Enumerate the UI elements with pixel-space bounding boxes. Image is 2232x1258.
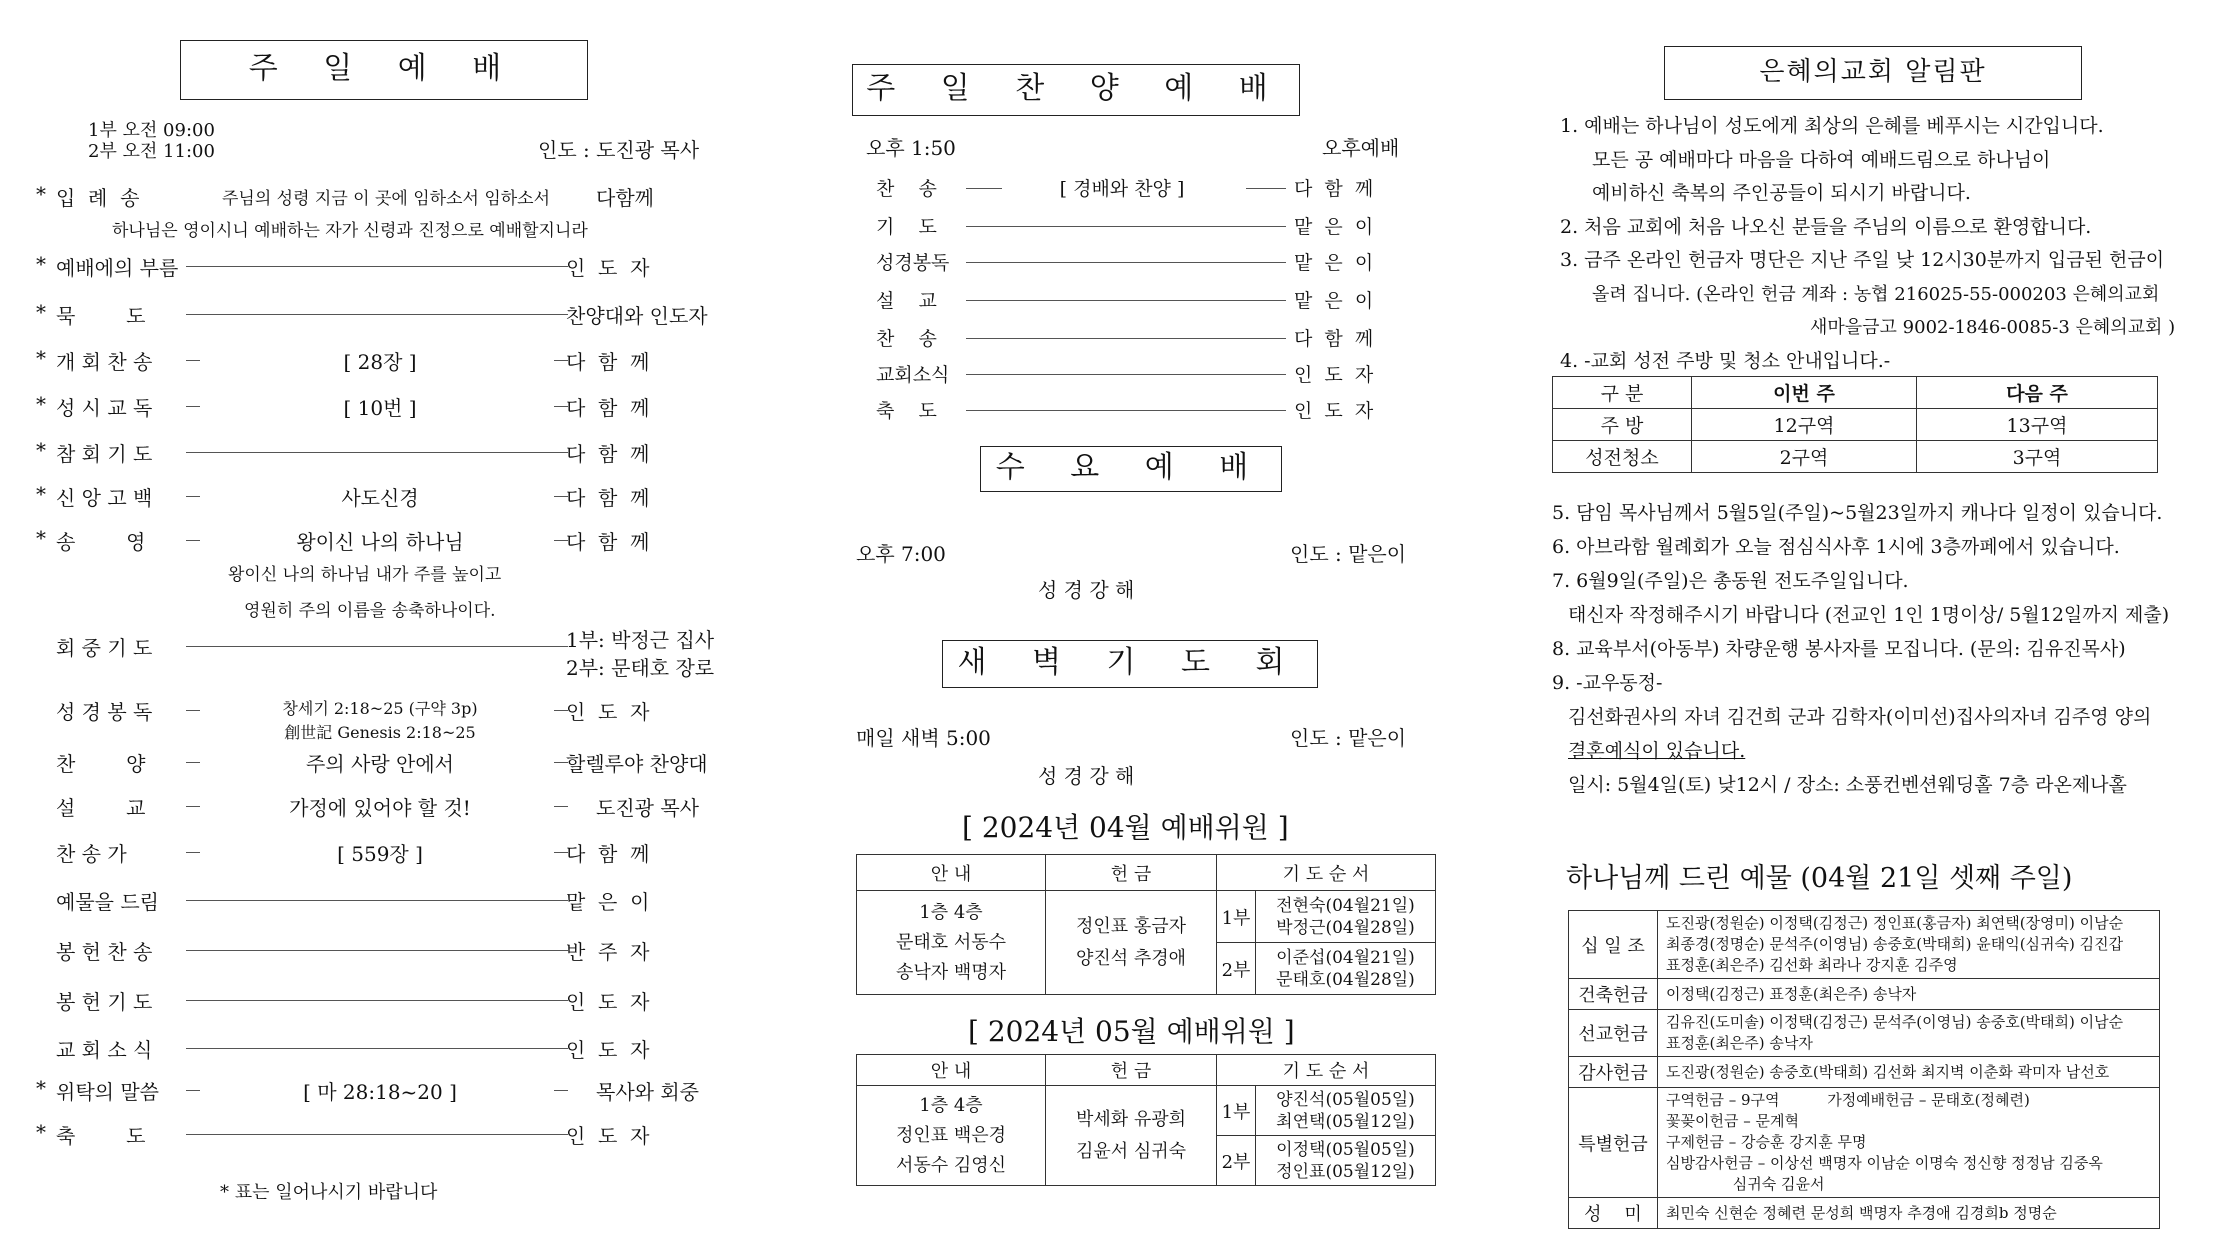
order-right: 목사와 회중: [596, 1080, 699, 1104]
header-offering: 헌 금: [1046, 855, 1217, 891]
wednesday-time: 오후 7:00: [856, 542, 946, 566]
offering-row: [1569, 1010, 2160, 1057]
praise-right: 맡 은 이: [1294, 290, 1374, 312]
leader-line: [186, 540, 200, 541]
order-item: 개 회 찬 송: [56, 350, 153, 374]
leader-line: [186, 762, 200, 763]
offering-kind: 십 일 조: [1569, 911, 1658, 979]
praise-item: 찬 송: [876, 178, 937, 200]
offering-kind: 감사헌금: [1569, 1057, 1658, 1088]
praise-item: 설 교: [876, 290, 937, 312]
notice-line: 결혼예식이 있습니다.: [1568, 740, 1746, 762]
order-item: 성 시 교 독: [56, 396, 153, 420]
praise-item: 교회소식: [876, 364, 950, 386]
order-mark: *: [36, 1120, 46, 1144]
bulletin-board-title: 은혜의교회 알림판: [1664, 46, 2082, 100]
praise-right: 다 함 께: [1294, 328, 1374, 350]
dawn-content: 성 경 강 해: [1038, 764, 1135, 788]
notice-line: 8. 교육부서(아동부) 차량운행 봉사자를 모집니다. (문의: 김유진목사): [1552, 638, 2126, 660]
leader-line: [966, 226, 1286, 227]
leader-line: [186, 900, 568, 901]
order-item: 예배에의 부름: [56, 256, 179, 280]
clean-cell: 12구역: [1692, 409, 1917, 441]
praise-item: 기 도: [876, 216, 937, 238]
clean-cell: 주 방: [1553, 409, 1692, 441]
dawn-time: 매일 새벽 5:00: [856, 726, 991, 750]
order-item: 위탁의 말씀: [56, 1080, 159, 1104]
notice-line: 김선화권사의 자녀 김건희 군과 김학자(이미선)집사의자녀 김주영 양의: [1568, 706, 2152, 728]
notice-line: 태신자 작정해주시기 바랍니다 (전교인 1인 1명이상/ 5월12일까지 제출): [1568, 604, 2170, 626]
offering-row: [1569, 979, 2160, 1010]
offering-kind: 건축헌금: [1569, 979, 1658, 1010]
offering-name-line: 도진광(정원순) 이정택(김정근) 정인표(홍금자) 최연택(장영미) 이남순: [1666, 914, 2124, 932]
order-item: 찬 송 가: [56, 842, 127, 866]
notice-line: 2. 처음 교회에 처음 나오신 분들을 주님의 이름으로 환영합니다.: [1560, 215, 2092, 238]
order-right: 다함께: [596, 186, 654, 210]
order-item: 송 영: [56, 530, 146, 554]
praise-right: 다 함 께: [1294, 178, 1374, 200]
order-mark: *: [36, 482, 46, 506]
praise-type: 오후예배: [1322, 136, 1400, 160]
leader-line: [186, 710, 200, 711]
offering-names: [1658, 1198, 2160, 1229]
offering-list-title: 하나님께 드린 예물 (04월 21일 셋째 주일): [1566, 863, 2073, 894]
offering-name-line: 도진광(정원순) 송중호(박태희) 김선화 최지벽 이춘화 곽미자 남선호: [1666, 1062, 2110, 1081]
order-sub: 왕이신 나의 하나님 내가 주를 높이고: [228, 565, 502, 585]
cleaning-table: [1552, 376, 2158, 473]
part-label: 1부: [1217, 1086, 1256, 1136]
offering-cell: 정인표 홍금자 양진석 추경애: [1046, 891, 1217, 995]
order-center: 가정에 있어야 할 것!: [289, 796, 471, 820]
notice-line: 일시: 5월4일(토) 낮12시 / 장소: 소풍컨벤션웨딩홀 7층 라온제나홀: [1568, 774, 2127, 796]
order-mark: *: [36, 392, 46, 416]
order-item: 축 도: [56, 1124, 146, 1148]
praise-right: 인 도 자: [1294, 400, 1374, 422]
leader-line: [186, 406, 200, 407]
sunday-worship-title: 주 일 예 배: [180, 40, 588, 100]
offering-names: [1658, 979, 2160, 1010]
praise-right: 맡 은 이: [1294, 252, 1374, 274]
order-item: 교 회 소 식: [56, 1038, 153, 1062]
order-item: 예물을 드림: [56, 890, 159, 914]
offering-kind: 성 미: [1569, 1198, 1658, 1229]
notice-line: 3. 금주 온라인 헌금자 명단은 지난 주일 낮 12시30분까지 입금된 헌금이: [1560, 249, 2165, 271]
guide-cell: 1층 4층 문태호 서동수 송낙자 백명자: [857, 891, 1046, 995]
order-mark: *: [36, 346, 46, 370]
order-right: 할렐루야 찬양대: [566, 752, 708, 776]
may-committee-title: [ 2024년 05월 예배위원 ]: [968, 1015, 1295, 1048]
header-prayer: 기 도 순 서: [1217, 855, 1436, 891]
offering-row: [1569, 1088, 2160, 1198]
order-right: 인 도 자: [566, 1124, 650, 1148]
order-center: 창세기 2:18~25 (구약 3p): [282, 699, 478, 718]
notice-line: 6. 아브라함 월례회가 오늘 점심식사후 1시에 3층까페에서 있습니다.: [1552, 536, 2120, 558]
order-right: 다 함 께: [566, 842, 650, 866]
praise-worship-title: 주 일 찬 양 예 배: [852, 64, 1300, 116]
order-right: 1부: 박정근 집사: [566, 628, 715, 652]
leader-line: [186, 1000, 568, 1001]
order-right: 인 도 자: [566, 256, 650, 280]
praise-center: [ 경배와 찬양 ]: [1059, 178, 1185, 200]
offering-name-line: 구제헌금 – 강승훈 강지훈 무명: [1666, 1133, 1867, 1151]
order-right: 반 주 자: [566, 940, 650, 964]
dawn-prayer-title: 새 벽 기 도 회: [942, 640, 1318, 688]
service-time-1: 1부 오전 09:00: [88, 120, 215, 141]
order-center: 사도신경: [341, 486, 419, 510]
notice-line: 9. -교우동정-: [1552, 672, 1663, 694]
footnote: * 표는 일어나시기 바랍니다: [220, 1182, 438, 1203]
offering-row: [1569, 911, 2160, 979]
praise-time: 오후 1:50: [866, 136, 956, 160]
order-mark: *: [36, 300, 46, 324]
order-mark: *: [36, 252, 46, 276]
leader-line: [186, 852, 200, 853]
order-right: 맡 은 이: [566, 890, 650, 914]
praise-right: 인 도 자: [1294, 364, 1374, 386]
clean-header: 이번 주: [1692, 377, 1917, 409]
offering-name-line: 꽃꽂이헌금 – 문계혁: [1666, 1112, 1799, 1130]
leader-line: [186, 1048, 568, 1049]
order-center: [ 마 28:18~20 ]: [303, 1080, 457, 1104]
offering-names: [1658, 1010, 2160, 1057]
order-right-2: 2부: 문태호 장로: [566, 656, 715, 680]
leader-line: [186, 1090, 200, 1091]
leader-line: [966, 300, 1286, 301]
offering-name-line: 표정훈(최은주) 송낙자: [1666, 1034, 1813, 1052]
part-label: 1부: [1217, 891, 1256, 943]
wednesday-worship-title: 수 요 예 배: [980, 446, 1282, 492]
notice-line: 7. 6월9일(주일)은 총동원 전도주일입니다.: [1552, 570, 1909, 592]
order-item: 설 교: [56, 796, 146, 820]
clean-header: 구 분: [1553, 377, 1692, 409]
order-mark: *: [36, 1076, 46, 1100]
offering-name-line: 김유진(도미솔) 이정택(김정근) 문석주(이영님) 송중호(박태희) 이남순: [1666, 1013, 2124, 1031]
wednesday-content: 성 경 강 해: [1038, 578, 1135, 602]
leader-line: [186, 452, 568, 453]
notice-line: 새마을금고 9002-1846-0085-3 은혜의교회 ): [1810, 317, 2176, 338]
offering-name-line: 표정훈(최은주) 김선화 최라나 강지훈 김주영: [1666, 956, 1958, 974]
offering-row: [1569, 1198, 2160, 1229]
leader-line: [966, 262, 1286, 263]
order-item: 찬 양: [56, 752, 146, 776]
notice-line: 올려 집니다. (온라인 헌금 계좌 : 농협 216025-55-000203 은혜의교회: [1592, 283, 2160, 305]
clean-cell: 13구역: [1917, 409, 2158, 441]
offering-row: [1569, 1057, 2160, 1088]
header-guide: 안 내: [857, 855, 1046, 891]
april-committee-table: [856, 854, 1436, 995]
order-item: 신 앙 고 백: [56, 486, 153, 510]
order-mark: *: [36, 182, 46, 206]
order-right: 인 도 자: [566, 990, 650, 1014]
leader-line: [186, 1134, 568, 1135]
order-item: 참 회 기 도: [56, 442, 153, 466]
part-label: 2부: [1217, 943, 1256, 995]
order-item: 회 중 기 도: [56, 636, 153, 660]
prayer-names: 이준섭(04월21일) 문태호(04월28일): [1256, 943, 1436, 995]
notice-line: 모든 공 예배마다 마음을 다하여 예배드림으로 하나님이: [1592, 148, 2051, 171]
offering-name-line: 심귀숙 김윤서: [1666, 1175, 1825, 1193]
offering-name-line: 심방감사헌금 – 이상선 백명자 이남순 이명숙 정신향 정정남 김중옥: [1666, 1154, 2103, 1172]
order-item: 성 경 봉 독: [56, 700, 153, 724]
praise-right: 맡 은 이: [1294, 216, 1374, 238]
clean-cell: 성전청소: [1553, 441, 1692, 473]
order-right: 다 함 께: [566, 396, 650, 420]
worship-leader: 인도 : 도진광 목사: [538, 138, 700, 162]
order-center: [ 28장 ]: [343, 350, 417, 374]
prayer-names: 전현숙(04월21일) 박정근(04월28일): [1256, 891, 1436, 943]
order-center: [ 10번 ]: [343, 396, 417, 420]
clean-cell: 2구역: [1692, 441, 1917, 473]
order-center: 주님의 성령 지금 이 곳에 임하소서 임하소서: [222, 189, 551, 209]
wednesday-leader: 인도 : 맡은이: [1290, 542, 1407, 566]
offering-name-line: 최민숙 신현순 정혜련 문성희 백명자 추경애 김경희b 정명순: [1666, 1203, 2057, 1222]
notices-part2: [1552, 496, 2222, 802]
order-mark: *: [36, 526, 46, 550]
offering-names: [1658, 1088, 2160, 1198]
leader-line: [966, 374, 1286, 375]
order-right: 다 함 께: [566, 350, 650, 374]
order-right: 다 함 께: [566, 486, 650, 510]
leader-line: [186, 496, 200, 497]
notice-line: 예비하신 축복의 주인공들이 되시기 바랍니다.: [1592, 182, 1971, 204]
leader-line: [966, 338, 1286, 339]
leader-line: [186, 950, 568, 951]
notice-line: 4. -교회 성전 주방 및 청소 안내입니다.-: [1560, 349, 1891, 372]
leader-line: [186, 646, 568, 647]
offering-name-line: 최종경(정명순) 문석주(이영님) 송중호(박태희) 윤태익(심귀숙) 김진갑: [1666, 935, 2124, 953]
header-guide: 안 내: [857, 1055, 1046, 1086]
leader-line: [1246, 188, 1286, 189]
order-item: 봉 헌 기 도: [56, 990, 153, 1014]
guide-cell: 1층 4층 정인표 백은경 서동수 김영신: [857, 1086, 1046, 1186]
order-right: 도진광 목사: [596, 796, 699, 820]
part-label: 2부: [1217, 1136, 1256, 1186]
offering-table: [1568, 910, 2160, 1229]
leader-line: [554, 806, 568, 807]
order-item: 봉 헌 찬 송: [56, 940, 153, 964]
offering-cell: 박세화 유광희 김윤서 심귀숙: [1046, 1086, 1217, 1186]
order-item: 묵 도: [56, 304, 146, 328]
offering-names: [1658, 911, 2160, 979]
clean-header: 다음 주: [1917, 377, 2158, 409]
clean-cell: 3구역: [1917, 441, 2158, 473]
header-offering: 헌 금: [1046, 1055, 1217, 1086]
order-mark: *: [36, 438, 46, 462]
april-committee-title: [ 2024년 04월 예배위원 ]: [962, 811, 1289, 844]
prayer-names: 이정택(05월05일) 정인표(05월12일): [1256, 1136, 1436, 1186]
offering-name-line: 이정택(김정근) 표정훈(최은주) 송낙자: [1666, 984, 1917, 1003]
service-time-2: 2부 오전 11:00: [88, 141, 215, 162]
offering-kind: 특별헌금: [1569, 1088, 1658, 1198]
order-center-2: 創世記 Genesis 2:18~25: [284, 723, 476, 742]
order-right: 찬양대와 인도자: [566, 304, 708, 328]
leader-line: [186, 360, 200, 361]
order-center: 왕이신 나의 하나님: [296, 530, 464, 554]
offering-names: [1658, 1057, 2160, 1088]
prayer-names: 양진석(05월05일) 최연택(05월12일): [1256, 1086, 1436, 1136]
leader-line: [554, 1090, 568, 1091]
order-sub-2: 영원히 주의 이름을 송축하나이다.: [244, 601, 496, 621]
order-center: 주의 사랑 안에서: [306, 752, 454, 776]
order-right: 인 도 자: [566, 700, 650, 724]
order-right: 인 도 자: [566, 1038, 650, 1062]
order-center: [ 559장 ]: [337, 842, 423, 866]
order-item: 입 례 송: [56, 186, 140, 210]
praise-item: 성경봉독: [876, 252, 950, 274]
praise-item: 축 도: [876, 400, 937, 422]
offering-kind: 선교헌금: [1569, 1010, 1658, 1057]
header-prayer: 기 도 순 서: [1217, 1055, 1436, 1086]
offering-name-line: 구역헌금 – 9구역 가정예배헌금 – 문태호(정혜련): [1666, 1091, 2030, 1109]
notice-line: 5. 담임 목사님께서 5월5일(주일)~5월23일까지 캐나다 일정이 있습니다.: [1552, 502, 2163, 524]
leader-line: [966, 188, 1002, 189]
leader-line: [186, 314, 568, 315]
may-committee-table: [856, 1054, 1436, 1186]
order-right: 다 함 께: [566, 442, 650, 466]
notice-line: 1. 예배는 하나님이 성도에게 최상의 은혜를 베푸시는 시간입니다.: [1560, 115, 2104, 137]
order-sub: 하나님은 영이시니 예배하는 자가 신령과 진정으로 예배할지니라: [112, 221, 588, 241]
praise-item: 찬 송: [876, 328, 937, 350]
order-right: 다 함 께: [566, 530, 650, 554]
dawn-leader: 인도 : 맡은이: [1290, 726, 1407, 750]
leader-line: [186, 266, 568, 267]
leader-line: [186, 806, 200, 807]
notices-part1: [1560, 110, 2200, 378]
leader-line: [966, 410, 1286, 411]
